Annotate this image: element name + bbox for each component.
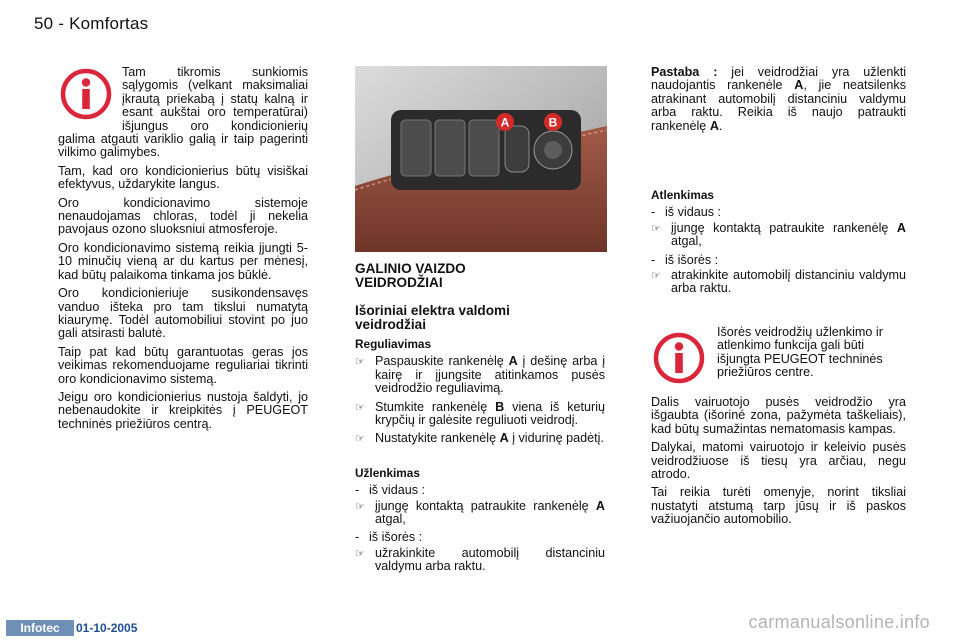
unfold-outside-step: ☞ atrakinkite automobilį distanciniu valdymu arba raktu.: [651, 268, 906, 296]
unfold-inside-step: ☞ įjungę kontaktą patraukite rankenėlę A atgal,: [651, 220, 906, 249]
ac-chlorine-paragraph: Oro kondicionavimo sistemoje nenaudojamas chloras, todėl ji nekelia pavojaus ozono sluoksniui atmosferoje.: [58, 195, 308, 237]
adjust-step-1: ☞ Paspauskite rankenėlę A į dešinę arba į kairę ir įjungsite atitinkamos pusės veidrodžio reguliavimą.: [355, 354, 605, 396]
mirror-controls-photo: [355, 66, 607, 252]
page-header: [34, 14, 148, 34]
adjust-step-3: ☞ Nustatykite rankenėlę A į vidurinę padėtį.: [355, 431, 604, 446]
pointing-hand-icon: ☞: [355, 500, 365, 513]
fold-disable-info: Išorės veidrodžių užlenkimo ir atlenkimo funkcija gali būti išjungta PEUGEOT techninės priežiūros centre.: [717, 325, 883, 380]
ac-condensate-paragraph: Oro kondicionieriuje susikondensavęs vanduo išteka pro tam tikslui numatytą kiaurymę. Todėl automobiliui stovint po juo gali atsirasti balutė.: [58, 286, 308, 341]
adjust-step-2: ☞ Stumkite rankenėlę B viena iš keturių krypčių ir galėsite reguliuoti veidrodį.: [355, 399, 605, 428]
left-column: [58, 66, 308, 436]
pointing-hand-icon: ☞: [355, 433, 365, 446]
mirrors-section-title: GALINIO VAIZDO VEIDRODŽIAI: [355, 261, 466, 290]
fold-inside-label: - iš vidaus :: [355, 483, 425, 498]
info-block: [651, 326, 906, 388]
unfold-inside-label: - iš vidaus :: [651, 205, 721, 220]
photo-label-a: A: [500, 115, 510, 130]
door-panel-illustration: [355, 66, 607, 252]
convex-zone-paragraph: Dalis vairuotojo pusės veidrodžio yra išgaubta (išoriné zona, pažymėta taškeliais), kad būtų sumažintas nematomasis kampas.: [651, 394, 906, 436]
middle-column: [355, 262, 605, 579]
fold-note-paragraph: Pastaba : jei veidrodžiai yra užlenkti naudojantis rankenėle A, jie neatsilenks atrakinant automobilį distanciniu valdymu arba raktu. Reikia iš naujo patraukti rankenėlę A.: [651, 65, 907, 133]
ac-monthly-paragraph: Oro kondicionavimo sistemą reikia įjungti 5-10 minučių vieną ar du kartus per mėnesį, kad būtų palaikoma tinkama jos būklė.: [58, 240, 308, 282]
watermark: carmanualsonline.info: [748, 612, 930, 632]
footer-date: 01-10-2005: [76, 621, 138, 635]
infotec-logo: Infotec: [6, 620, 74, 636]
pointing-hand-icon: ☞: [355, 547, 365, 560]
objects-closer-paragraph: Dalykai, matomi vairuotojo ir keleivio pusės veidrodžiuose iš tiesų yra arčiau, negu atrodo.: [651, 440, 906, 481]
ac-towing-paragraph: Tam tikromis sunkiomis sąlygomis (velkant maksimaliai įkrautą priekabą į statų kalną ir esant aukštai oro temperatūrai) išjungus oro kondicionierių galima atgauti variklio galią ir taip pagerinti vilkimo galimybes.: [58, 65, 308, 160]
right-column: [651, 66, 906, 532]
ac-windows-paragraph: Tam, kad oro kondicionierius būtų visiškai efektyvus, uždarykite langus.: [58, 163, 308, 192]
distance-paragraph: Tai reikia turėti omenyje, norint tiksliai nustatyti atstumą tarp jūsų ir iš paskos važiuojančio automobilio.: [651, 485, 906, 527]
fold-heading: Užlenkimas: [355, 465, 420, 480]
fold-outside-step: ☞ užrakinkite automobilį distanciniu valdymu arba raktu.: [355, 545, 605, 574]
pointing-hand-icon: ☞: [355, 356, 365, 369]
header-separator: -: [58, 14, 65, 33]
adjust-heading: Reguliavimas: [355, 337, 432, 351]
electric-mirrors-subtitle: Išoriniai elektra valdomi veidrodžiai: [355, 303, 510, 332]
pointing-hand-icon: ☞: [651, 270, 661, 283]
ac-check-paragraph: Taip pat kad būtų garantuotas geras jos veikimas rekomenduojame reguliariai tikrinti oro kondicionavimo sistemą.: [58, 344, 308, 386]
ac-service-paragraph: Jeigu oro kondicionierius nustoja šaldyti, jo nebenaudokite ir kreipkitės į PEUGEOT techninės priežiūros centrą.: [58, 389, 308, 431]
fold-inside-step: ☞ įjungę kontaktą patraukite rankenėlę A atgal,: [355, 498, 605, 527]
pointing-hand-icon: ☞: [355, 401, 365, 414]
info-warning-icon: [60, 68, 112, 120]
photo-label-b: B: [548, 115, 558, 130]
pointing-hand-icon: ☞: [651, 222, 661, 235]
page-number: 50: [34, 14, 54, 33]
info-warning-icon: [653, 332, 705, 384]
section-title: Komfortas: [69, 14, 149, 33]
unfold-heading: Atlenkimas: [651, 188, 714, 203]
fold-outside-label: - iš išorės :: [355, 530, 423, 545]
unfold-outside-label: - iš išorės :: [651, 252, 719, 267]
